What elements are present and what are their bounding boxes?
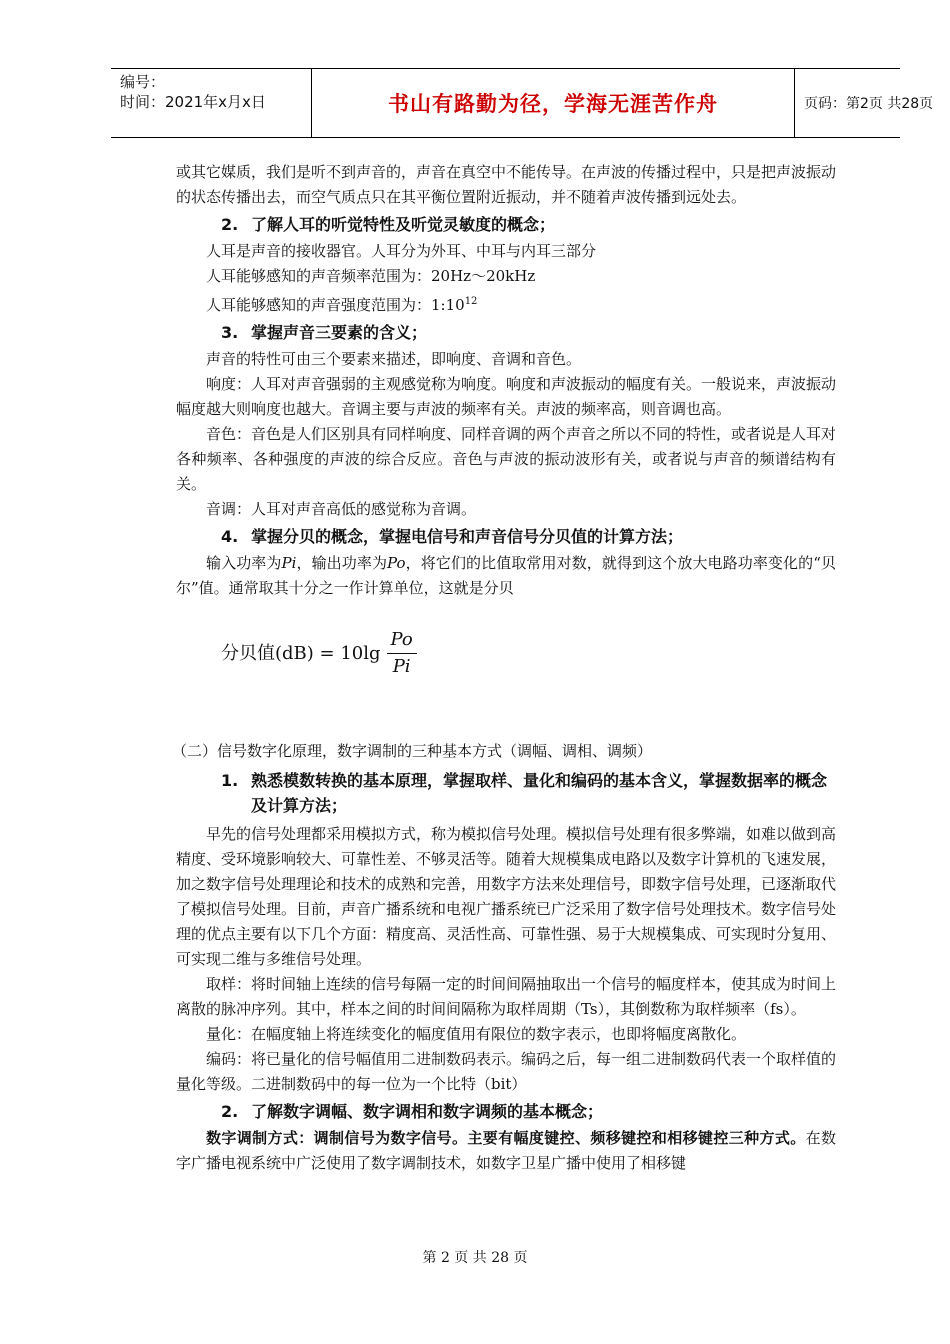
header-meta xyxy=(111,69,311,137)
power-text-a: 输入功率为 xyxy=(206,554,282,572)
paragraph-elements-intro: 声音的特性可由三个要素来描述，即响度、音调和音色。 xyxy=(206,350,582,368)
heading-text: 了解数字调幅、数字调相和数字调频的基本概念； xyxy=(251,1102,604,1121)
formula-box xyxy=(221,629,417,678)
page-footer: 第 2 页 共 28 页 xyxy=(422,1250,528,1266)
paragraph-pitch: 音调：人耳对声音高低的感觉称为音调。 xyxy=(206,500,477,518)
heading-text: 掌握声音三要素的含义； xyxy=(251,323,428,342)
heading-digital-modulation xyxy=(176,1099,836,1124)
intensity-text: 人耳能够感知的声音强度范围为：1:10 xyxy=(206,296,465,314)
paragraph-modulation xyxy=(176,1126,836,1176)
heading-ad-conversion xyxy=(176,768,836,818)
modulation-rest: 在数字广播电视系统中广泛使用了数字调制技术，如数字卫星广播中使用了相移键 xyxy=(176,1129,836,1172)
symbol-output-power: Po xyxy=(387,554,406,572)
formula-numerator: Po xyxy=(387,629,417,654)
paragraph-frequency-range: 人耳能够感知的声音频率范围为：20Hz～20kHz xyxy=(206,267,536,285)
header-page-info: 页码：第2页 共28页 xyxy=(804,96,934,112)
formula-fraction xyxy=(387,629,417,678)
heading-text: 了解人耳的听觉特性及听觉灵敏度的概念； xyxy=(251,215,556,234)
paragraph-ear-organ: 人耳是声音的接收器官。人耳分为外耳、中耳与内耳三部分 xyxy=(206,242,597,260)
page-header xyxy=(111,68,934,138)
symbol-input-power: Pi xyxy=(281,554,297,572)
heading-decibel xyxy=(176,524,836,549)
header-number-label: 编号： xyxy=(120,73,166,91)
heading-number: 2. xyxy=(221,215,239,234)
paragraph-loudness: 响度：人耳对声音强弱的主观感觉称为响度。响度和声波振动的幅度有关。一般说来，声波振动幅度越大则响度也越大。音调主要与声波的频率有关。声波的频率高，则音调也高。 xyxy=(176,375,837,418)
heading-three-elements xyxy=(176,320,836,345)
heading-number: 3. xyxy=(221,323,239,342)
paragraph-intro: 或其它媒质，我们是听不到声音的，声音在真空中不能传导。在声波的传播过程中，只是把声波振动的状态传播出去，而空气质点只在其平衡位置附近振动，并不随着声波传播到远处去。 xyxy=(176,163,837,206)
heading-text: 熟悉模数转换的基本原理，掌握取样、量化和编码的基本含义，掌握数据率的概念及计算方法； xyxy=(251,771,828,815)
document-body xyxy=(172,160,837,1176)
paragraph-coding: 编码：将已量化的信号幅值用二进制数码表示。编码之后，每一组二进制数码代表一个取样值的量化等级。二进制数码中的每一位为一个比特（bit） xyxy=(176,1050,837,1093)
heading-hearing xyxy=(176,212,836,237)
paragraph-dsp: 早先的信号处理都采用模拟方式，称为模拟信号处理。模拟信号处理有很多弊端，如难以做到高精度、受环境影响较大、可靠性差、不够灵活等。随着大规模集成电路以及数字计算机的飞速发展，加之数字信号处理理论和技术的成熟和完善，用数字方法来处理信号，即数字信号处理，已逐渐取代了模拟信号处理。目前，声音广播系统和电视广播系统已广泛采用了数字信号处理技术。数字信号处理的优点主要有以下几个方面：精度高、灵活性高、可靠性强、易于大规模集成、可实现时分复用、可实现二维与多维信号处理。 xyxy=(176,825,837,968)
heading-number: 2. xyxy=(221,1102,239,1121)
modulation-bold: 数字调制方式：调制信号为数字信号。主要有幅度键控、频移键控和相移键控三种方式。 xyxy=(206,1129,806,1147)
power-text-c: ，将它们的比值取常用对数，就得到这个放大电路功率变化的“贝尔”值。通常取其十分之一作计算单位，这就是分贝 xyxy=(176,554,836,597)
paragraph-quantization: 量化：在幅度轴上将连续变化的幅度值用有限位的数字表示，也即将幅度离散化。 xyxy=(206,1025,747,1043)
paragraph-power xyxy=(176,551,836,601)
heading-number: 4. xyxy=(221,527,239,546)
heading-number: 1. xyxy=(221,771,239,790)
paragraph-sampling: 取样：将时间轴上连续的信号每隔一定的时间间隔抽取出一个信号的幅度样本，使其成为时间上离散的脉冲序列。其中，样本之间的时间间隔称为取样周期（Ts），其倒数称为取样频率（fs）。 xyxy=(176,975,837,1018)
section-heading-digitization: （二）信号数字化原理，数字调制的三种基本方式（调幅、调相、调频） xyxy=(172,742,653,760)
power-text-b: ，输出功率为 xyxy=(296,554,388,572)
paragraph-intensity-range xyxy=(176,289,836,318)
header-time-label: 时间：2021年x月x日 xyxy=(120,93,266,111)
header-motto: 书山有路勤为径，学海无涯苦作舟 xyxy=(311,69,795,137)
formula-left: 分贝值(dB) = 10lg xyxy=(221,643,381,664)
decibel-formula xyxy=(176,619,836,709)
formula-denominator: Pi xyxy=(392,656,411,677)
paragraph-timbre: 音色：音色是人们区别具有同样响度、同样音调的两个声音之所以不同的特性，或者说是人耳对各种频率、各种强度的声波的综合反应。音色与声波的振动波形有关，或者说与声音的频谱结构有关。 xyxy=(176,425,837,493)
intensity-exponent: 12 xyxy=(464,296,478,307)
heading-text: 掌握分贝的概念，掌握电信号和声音信号分贝值的计算方法； xyxy=(251,527,684,546)
